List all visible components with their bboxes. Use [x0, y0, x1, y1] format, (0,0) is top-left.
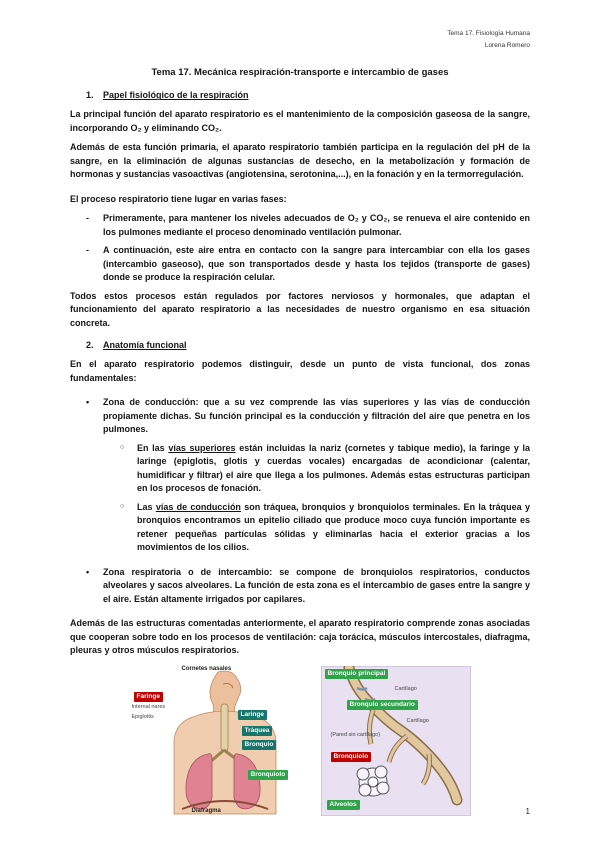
list-item-text — [137, 501, 530, 555]
label-chip-bronquio-principal: Bronquio principal — [325, 669, 389, 679]
label-chip-bronquiolo-right: Bronquiolo — [331, 752, 372, 762]
paragraph: La principal función del aparato respiratorio es el mantenimiento de la composición gaseosa de la sangre, incorporando O₂ y eliminando CO₂. — [70, 109, 530, 133]
header-author: Lorena Romero — [484, 41, 530, 49]
header-course: Tema 17. Fisiología Humana — [447, 30, 530, 37]
circle-marker: ○ — [120, 443, 125, 451]
figure-tiny-label: Internal nares — [131, 704, 166, 710]
text-run-underlined: vías de conducción — [155, 501, 241, 512]
list-item-text: Zona de conducción: que a su vez comprende las vías superiores y las vías de conducción propiamente dichas. Su función principal es la conducción y filtración del aire que penetra en los pulmones. — [103, 397, 530, 435]
figure-caption-diafragma: Diafragma — [191, 808, 221, 814]
figure-text-cartilago-2: Cartílago — [406, 718, 429, 724]
figure-caption-cornetes: Cornetes nasales — [181, 666, 232, 672]
anatomy-figure — [0, 666, 600, 816]
section1-number: 1. — [86, 90, 94, 101]
dash-marker: - — [86, 213, 89, 224]
label-chip-laringe: Laringe — [238, 710, 267, 720]
page-number: 1 — [525, 807, 530, 816]
list-item — [70, 442, 530, 496]
bullet-marker: • — [86, 566, 90, 577]
section2-number: 2. — [86, 340, 94, 351]
paragraph: Además de esta función primaria, el aparato respiratorio también participa en la regulación del pH de la sangre, en la eliminación de algunas sustancias de desecho, en la metabolización y formación de hormonas y sustancias vasoactivas (angiotensina, serotonina,...), en la fonación y en la termorregulación. — [70, 142, 530, 180]
document-title: Tema 17. Mecánica respiración-transporte e intercambio de gases — [151, 67, 449, 79]
text-run-underlined: vías superiores — [168, 442, 236, 453]
list-item — [70, 396, 530, 437]
figure-left-panel — [130, 666, 315, 816]
label-chip-alveolos: Alveolos — [327, 800, 360, 810]
section2-heading — [70, 340, 530, 350]
circle-marker: ○ — [120, 502, 125, 510]
label-chip-faringe: Faringe — [134, 692, 163, 702]
label-chip-traquea: Tráquea — [242, 726, 273, 736]
section1-heading — [70, 90, 530, 100]
page-header — [70, 28, 530, 51]
text-run: están incluidas la nariz (cornetes y tabique medio), la faringe y la laringe (epiglotis, glotis y cuerdas vocales) encargadas de acondicionar (calentar, humidificar y filtrar) el aire que llega a los pulmones. Además estas estructuras participan en los procesos de fonación. — [137, 442, 530, 494]
list-item-text: Zona respiratoria o de intercambio: se compone de bronquiolos respiratorios, conductos alveolares y sacos alveolares. La función de esta zona es el intercambio de gases entre la sangre y el aire. Están altamente irrigados por capilares. — [103, 566, 530, 604]
text-run: son tráquea, bronquios y bronquiolos terminales. En la tráquea y bronquios encontramos un epitelio ciliado que produce moco cuya función importante es retener pequeñas partículas sólidas y eliminarlas hacia el exterior gracias a los movimientos de los cilios. — [137, 501, 530, 553]
paragraph: El proceso respiratorio tiene lugar en varias fases: — [70, 193, 287, 204]
section1-title: Papel fisiológico de la respiración — [103, 90, 249, 101]
dash-marker: - — [86, 245, 89, 256]
list-item — [70, 212, 530, 239]
paragraph: Todos estos procesos están regulados por factores nerviosos y hormonales, que adaptan el funcionamiento del aparato respiratorio a las necesidades de nuestro organismo en esa situación concreta. — [70, 290, 530, 328]
figure-text-cartilago-1: Cartílago — [394, 686, 417, 692]
list-item-text — [137, 442, 530, 496]
label-chip-bronquio: Bronquio — [242, 740, 277, 750]
figure-text-pared-sin-cartilago: (Pared sin cartílago) — [330, 732, 381, 738]
bullet-marker: • — [86, 397, 90, 408]
torso-illustration — [130, 666, 315, 816]
list-item — [70, 244, 530, 285]
text-run: Las — [137, 501, 156, 512]
figure-right-panel — [321, 666, 471, 816]
section2-title: Anatomía funcional — [103, 340, 187, 351]
list-item-text: Primeramente, para mantener los niveles adecuados de O₂ y CO₂, se renueva el aire contenido en los pulmones mediante el proceso denominado ventilación pulmonar. — [103, 213, 530, 237]
list-item — [70, 501, 530, 555]
list-item — [70, 566, 530, 607]
list-item-text: A continuación, este aire entra en contacto con la sangre para intercambiar con ella los gases (intercambio gaseoso), que son transportados desde y hasta los tejidos (transporte de gases) donde se produce la respiración celular. — [103, 245, 530, 283]
paragraph: Además de las estructuras comentadas anteriormente, el aparato respiratorio comprende zonas asociadas que cooperan sobre todo en los procesos de ventilación: caja torácica, músculos intercostales, diafragma, pleuras y otros músculos respiratorios. — [70, 618, 530, 656]
label-chip-bronquio-secundario: Bronquio secundario — [347, 700, 418, 710]
label-chip-bronquiolo: Bronquiolo — [248, 770, 289, 780]
text-run: En las — [137, 442, 169, 453]
paragraph: En el aparato respiratorio podemos distinguir, desde un punto de vista funcional, dos zonas fundamentales: — [70, 359, 530, 383]
figure-tiny-label: Epiglottis — [131, 714, 154, 720]
